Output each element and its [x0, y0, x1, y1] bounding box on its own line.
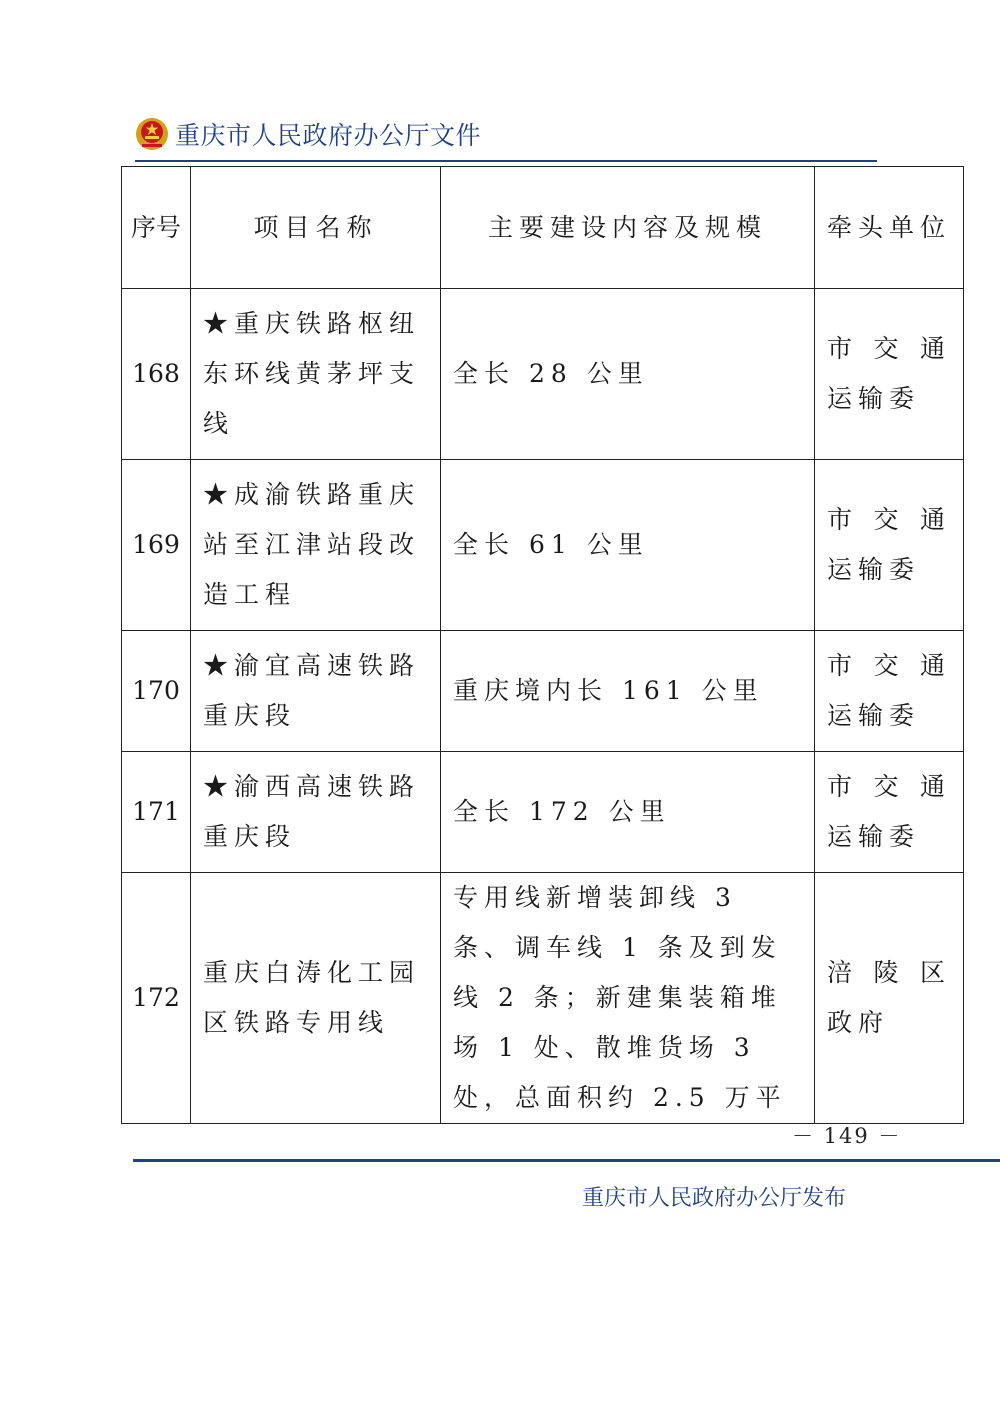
project-content: 全长 61 公里	[441, 460, 815, 631]
project-name: ★成渝铁路重庆站至江津站段改造工程	[191, 460, 441, 631]
lead-unit-line2: 运输委	[827, 384, 921, 413]
table-header-row	[122, 167, 964, 289]
column-header-name: 项目名称	[191, 167, 441, 289]
lead-unit-line2: 政府	[827, 1008, 890, 1037]
lead-unit	[815, 289, 964, 460]
project-content: 专用线新增装卸线 3 条、调车线 1 条及到发线 2 条；新建集装箱堆场 1 处、散堆货场 3 处，总面积约 2.5 万平	[441, 873, 815, 1124]
page-number: － 149 －	[792, 1124, 902, 1148]
table-row	[122, 752, 964, 873]
lead-unit	[815, 631, 964, 752]
project-name: ★重庆铁路枢纽东环线黄茅坪支线	[191, 289, 441, 460]
lead-unit-line2: 运输委	[827, 822, 921, 851]
row-number: 172	[122, 873, 191, 1124]
project-name: ★渝宜高速铁路重庆段	[191, 631, 441, 752]
footer-title: 重庆市人民政府办公厅发布	[582, 1186, 847, 1211]
table-row	[122, 289, 964, 460]
column-header-unit: 牵头单位	[815, 167, 964, 289]
header-title: 重庆市人民政府办公厅文件	[175, 121, 482, 150]
row-number: 168	[122, 289, 191, 460]
national-emblem-icon	[135, 117, 169, 151]
header-divider	[135, 160, 877, 162]
lead-unit-line1: 市交通	[827, 651, 951, 680]
lead-unit-line1: 市交通	[827, 505, 951, 534]
project-name: 重庆白涛化工园区铁路专用线	[191, 873, 441, 1124]
row-number: 171	[122, 752, 191, 873]
lead-unit	[815, 460, 964, 631]
column-header-content: 主要建设内容及规模	[441, 167, 815, 289]
column-header-no: 序号	[122, 167, 191, 289]
project-table	[121, 166, 964, 1124]
row-number: 169	[122, 460, 191, 631]
lead-unit-line2: 运输委	[827, 555, 921, 584]
table-row	[122, 460, 964, 631]
table-row	[122, 631, 964, 752]
lead-unit	[815, 873, 964, 1124]
project-content: 重庆境内长 161 公里	[441, 631, 815, 752]
table-row	[122, 873, 964, 1124]
project-content: 全长 28 公里	[441, 289, 815, 460]
document-header	[135, 112, 481, 156]
lead-unit-line1: 涪陵区	[827, 958, 951, 987]
project-name: ★渝西高速铁路重庆段	[191, 752, 441, 873]
footer-divider	[133, 1159, 1000, 1162]
lead-unit-line1: 市交通	[827, 772, 951, 801]
project-content: 全长 172 公里	[441, 752, 815, 873]
lead-unit-line1: 市交通	[827, 334, 951, 363]
row-number: 170	[122, 631, 191, 752]
lead-unit-line2: 运输委	[827, 701, 921, 730]
lead-unit	[815, 752, 964, 873]
